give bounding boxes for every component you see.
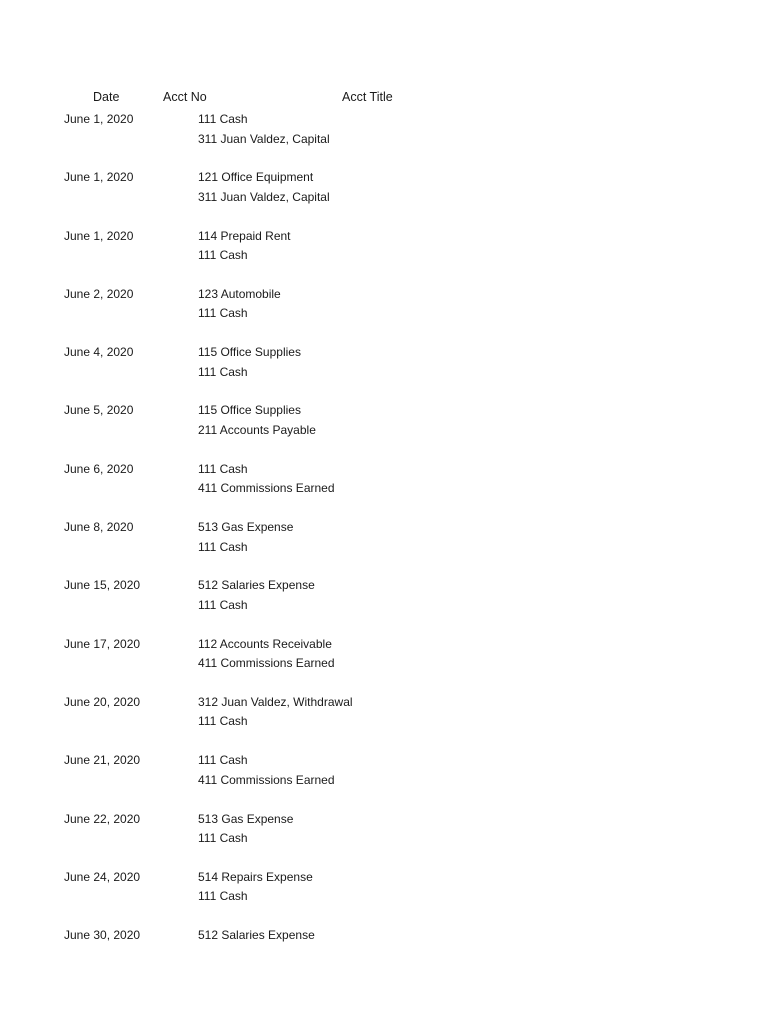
entry-date: June 4, 2020 xyxy=(64,345,134,360)
entry-accounts xyxy=(198,926,315,946)
entry-date: June 15, 2020 xyxy=(64,578,141,593)
entry-accounts xyxy=(198,810,293,849)
entry-account-line: 121 Office Equipment xyxy=(198,170,314,185)
entry-accounts xyxy=(198,285,281,324)
entry-account-line: 111 Cash xyxy=(198,364,248,379)
entry-accounts xyxy=(198,343,301,382)
entry-account-line: 111 Cash xyxy=(198,831,248,846)
entry-account-line: 111 Cash xyxy=(198,889,248,904)
entry-account-line: 411 Commissions Earned xyxy=(198,656,335,671)
entry-account-line: 111 Cash xyxy=(198,714,248,729)
entry-account-line: 111 Cash xyxy=(198,306,248,321)
journal-entries xyxy=(0,110,768,984)
entry-account-line: 512 Salaries Expense xyxy=(198,928,315,943)
entry-accounts xyxy=(198,751,335,790)
entry-account-line: 115 Office Supplies xyxy=(198,345,301,360)
entry-date: June 30, 2020 xyxy=(64,928,141,943)
entry-account-line: 123 Automobile xyxy=(198,286,281,301)
entry-date: June 1, 2020 xyxy=(64,112,134,126)
journal-entry xyxy=(0,868,768,926)
entry-account-line: 311 Juan Valdez, Capital xyxy=(198,131,330,146)
entry-accounts xyxy=(198,693,353,732)
journal-entry xyxy=(0,693,768,751)
entry-accounts xyxy=(198,518,293,557)
entry-accounts xyxy=(198,168,330,207)
entry-account-line: 513 Gas Expense xyxy=(198,811,294,826)
entry-date: June 24, 2020 xyxy=(64,869,141,884)
entry-accounts xyxy=(198,227,291,266)
journal-entry xyxy=(0,401,768,459)
entry-account-line: 111 Cash xyxy=(198,112,248,126)
entry-date: June 6, 2020 xyxy=(64,461,134,476)
entry-accounts xyxy=(198,460,335,499)
entry-accounts xyxy=(198,401,316,440)
acct-no-column-header: Acct No xyxy=(163,90,207,104)
journal-entry xyxy=(0,810,768,868)
entry-account-line: 512 Salaries Expense xyxy=(198,578,315,593)
entry-account-line: 411 Commissions Earned xyxy=(198,481,335,496)
journal-entry xyxy=(0,926,768,984)
entry-account-line: 211 Accounts Payable xyxy=(198,422,316,437)
journal-entry xyxy=(0,635,768,693)
entry-account-line: 111 Cash xyxy=(198,461,248,476)
journal-entry xyxy=(0,110,768,168)
entry-account-line: 312 Juan Valdez, Withdrawal xyxy=(198,694,353,709)
entry-account-line: 111 Cash xyxy=(198,248,248,263)
entry-accounts xyxy=(198,635,335,674)
acct-title-column-header: Acct Title xyxy=(342,90,393,104)
journal-entry xyxy=(0,576,768,634)
entry-account-line: 115 Office Supplies xyxy=(198,403,301,418)
entry-date: June 8, 2020 xyxy=(64,520,134,535)
entry-account-line: 411 Commissions Earned xyxy=(198,772,335,787)
entry-date: June 20, 2020 xyxy=(64,694,141,709)
entry-account-line: 311 Juan Valdez, Capital xyxy=(198,189,330,204)
entry-account-line: 114 Prepaid Rent xyxy=(198,228,291,243)
entry-date: June 22, 2020 xyxy=(64,811,141,826)
journal-entry xyxy=(0,460,768,518)
journal-entry xyxy=(0,168,768,226)
entry-date: June 5, 2020 xyxy=(64,403,134,418)
journal-entry xyxy=(0,343,768,401)
entry-account-line: 111 Cash xyxy=(198,753,248,768)
entry-account-line: 513 Gas Expense xyxy=(198,520,294,535)
entry-date: June 17, 2020 xyxy=(64,636,141,651)
entry-date: June 1, 2020 xyxy=(64,228,134,243)
journal-entry xyxy=(0,285,768,343)
entry-account-line: 112 Accounts Receivable xyxy=(198,636,332,651)
entry-date: June 1, 2020 xyxy=(64,170,134,185)
date-column-header: Date xyxy=(93,90,120,104)
entry-account-line: 111 Cash xyxy=(198,539,248,554)
entry-date: June 21, 2020 xyxy=(64,753,141,768)
column-header-row xyxy=(0,90,768,108)
entry-account-line: 514 Repairs Expense xyxy=(198,869,313,884)
entry-accounts xyxy=(198,868,313,907)
journal-entry xyxy=(0,751,768,809)
journal-entry xyxy=(0,518,768,576)
journal-entry xyxy=(0,227,768,285)
entry-date: June 2, 2020 xyxy=(64,286,134,301)
entry-accounts xyxy=(198,110,330,149)
entry-accounts xyxy=(198,576,315,615)
entry-account-line: 111 Cash xyxy=(198,597,248,612)
